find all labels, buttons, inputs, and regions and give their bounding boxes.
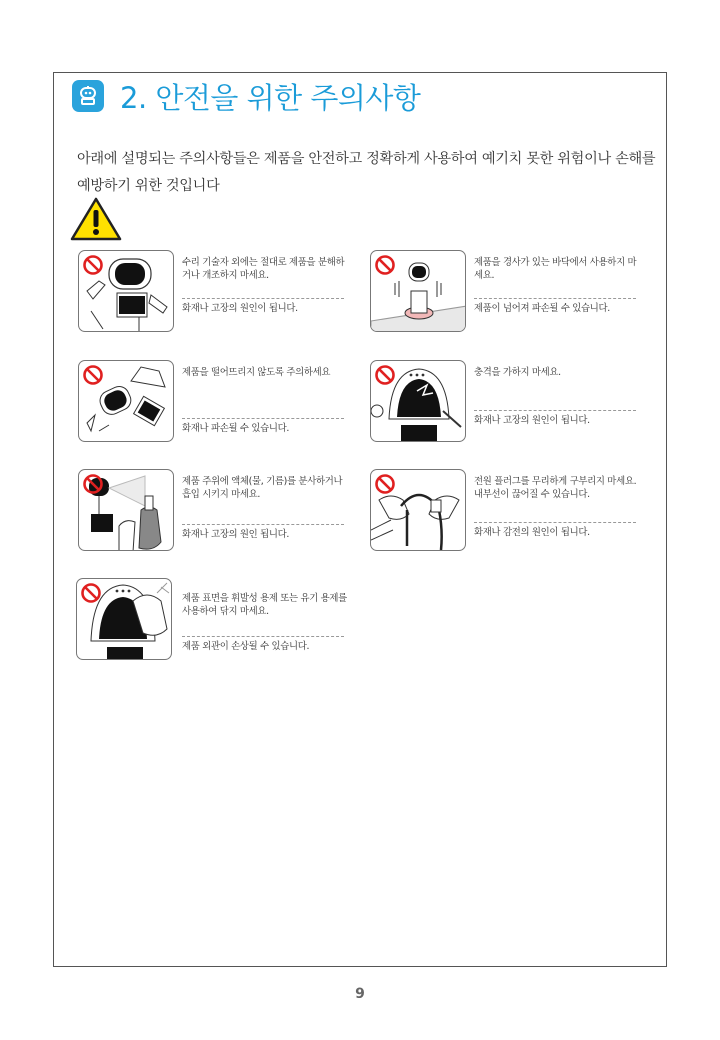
divider [182, 298, 344, 299]
caution-result: 제품이 넘어져 파손될 수 있습니다. [474, 303, 610, 314]
divider [182, 418, 344, 419]
divider [182, 636, 344, 637]
divider [474, 410, 636, 411]
caution-item [370, 250, 660, 334]
caution-item [78, 250, 368, 334]
caution-description: 제품을 떨어뜨리지 않도록 주의하세요 [182, 367, 331, 378]
prohibited-icon [82, 364, 104, 386]
caution-result: 화재나 파손될 수 있습니다. [182, 423, 290, 434]
divider [182, 524, 344, 525]
drop-illustration [78, 360, 174, 442]
caution-result: 제품 외관이 손상될 수 있습니다. [182, 641, 310, 652]
divider [474, 298, 636, 299]
prohibited-icon [80, 582, 102, 604]
liquid-spray-illustration [78, 469, 174, 551]
caution-description: 제품 표면을 휘발성 용제 또는 유기 용제를 사용하여 닦지 마세요. [182, 593, 347, 617]
caution-result: 화재나 고장의 원인이 됩니다. [182, 303, 298, 314]
prohibited-icon [82, 473, 104, 495]
slope-illustration [370, 250, 466, 332]
disassembly-illustration [78, 250, 174, 332]
caution-result: 화재나 고장의 원인 됩니다. [182, 529, 290, 540]
prohibited-icon [374, 364, 396, 386]
caution-description: 제품을 경사가 있는 바닥에서 사용하지 마세요. [474, 257, 637, 281]
caution-result: 화재나 감전의 원인이 됩니다. [474, 527, 590, 538]
impact-illustration [370, 360, 466, 442]
robot-icon [72, 80, 104, 112]
caution-item [78, 469, 368, 553]
prohibited-icon [82, 254, 104, 276]
page-number: 9 [355, 986, 365, 1002]
intro-text: 아래에 설명되는 주의사항들은 제품을 안전하고 정확하게 사용하여 예기치 못한 위험이나 손해를 예방하기 위한 것입니다 [77, 151, 656, 194]
page-title: 2. 안전을 위한 주의사항 [120, 80, 421, 115]
caution-item [76, 578, 366, 662]
solvent-wipe-illustration [76, 578, 172, 660]
divider [474, 522, 636, 523]
section-header [72, 78, 420, 114]
caution-result: 화재나 고장의 원인이 됩니다. [474, 415, 590, 426]
bent-plug-illustration [370, 469, 466, 551]
caution-description: 전원 플러그를 무리하게 구부리지 마세요. 내부선이 끊어질 수 있습니다. [474, 476, 637, 500]
caution-item [370, 360, 660, 444]
caution-item [78, 360, 368, 444]
warning-triangle-icon [70, 196, 122, 246]
prohibited-icon [374, 473, 396, 495]
caution-description: 수리 기술자 외에는 절대로 제품을 분해하거나 개조하지 마세요. [182, 257, 345, 281]
caution-description: 제품 주위에 액체(물, 기름)를 분사하거나 흡입 시키지 마세요. [182, 476, 343, 500]
caution-item [370, 469, 660, 553]
prohibited-icon [374, 254, 396, 276]
caution-description: 충격을 가하지 마세요. [474, 367, 561, 378]
